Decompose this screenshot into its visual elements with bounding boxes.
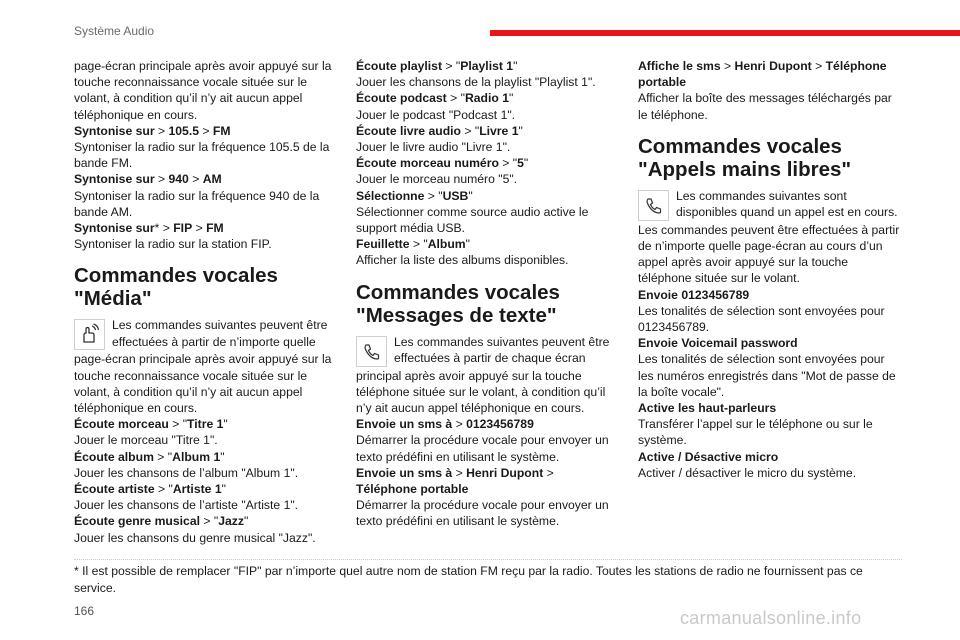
command-value: Livre 1: [479, 123, 519, 138]
command-description: Démarrer la procédure vocale pour envoyer un texto prédéfini en utilisant le système.: [356, 433, 609, 464]
watermark: carmanualsonline.info: [680, 608, 862, 628]
command-value: Téléphone portable: [356, 482, 469, 497]
command-entry: [356, 123, 618, 155]
command-keyword: Écoute morceau numéro: [356, 156, 499, 171]
calls-text: Les commandes peuvent être effectuées à partir de n’importe quelle page-écran au cours d’un appel après avoir appuyé sur la touche téléphone située sur le volant.: [638, 222, 900, 286]
command-keyword: Écoute playlist: [356, 59, 443, 73]
command-keyword: Écoute livre audio: [356, 123, 461, 138]
command-entry: [356, 90, 618, 122]
separator: ": [509, 91, 514, 106]
sms-text: principal après avoir appuyé sur la touche téléphone située sur le volant, à condition qu’il n’y ait aucun appel téléphonique en cours.: [356, 368, 606, 416]
command-value: FIP: [173, 221, 193, 236]
separator: >: [188, 172, 203, 187]
command-entry: [74, 220, 336, 252]
command-value: Henri Dupont: [734, 59, 812, 73]
footnote-divider: [74, 559, 902, 560]
command-value: USB: [442, 188, 469, 203]
separator: ": [243, 514, 249, 529]
command-description: Jouer le morceau "Titre 1".: [74, 433, 218, 448]
command-value: Artiste 1: [172, 482, 222, 497]
separator: >: [543, 465, 554, 480]
command-description: Syntoniser la radio sur la fréquence 940 de la bande AM.: [74, 188, 320, 219]
command-entry: [638, 400, 900, 449]
command-entry: [356, 416, 618, 465]
command-description: Afficher la liste des albums disponibles.: [356, 253, 569, 268]
separator: ": [220, 449, 225, 464]
separator: > ": [154, 482, 173, 497]
command-keyword: Syntonise sur: [74, 123, 155, 138]
header-section-title: Système Audio: [74, 24, 155, 38]
command-value: Jazz: [218, 514, 244, 529]
command-entry: [74, 513, 336, 545]
command-value: Radio 1: [464, 91, 509, 106]
command-entry: [638, 335, 900, 400]
sms-section-heading: Commandes vocales "Messages de texte": [356, 280, 560, 327]
separator: > ": [409, 237, 428, 252]
command-description: Transférer l’appel sur le téléphone ou sur le système.: [638, 417, 873, 448]
command-value: FM: [212, 123, 231, 138]
command-value: Titre 1: [187, 417, 224, 432]
command-entry: [74, 481, 336, 513]
command-keyword: Sélectionne: [356, 188, 425, 203]
sms-intro: [356, 334, 618, 368]
command-value: Playlist 1: [460, 59, 514, 73]
phone-handset-icon: [638, 190, 669, 221]
command-entry: [638, 58, 900, 123]
command-entry: [356, 465, 618, 530]
command-description: Sélectionner comme source audio active le support média USB.: [356, 204, 589, 236]
page-number: 166: [74, 604, 95, 618]
command-entry: [356, 188, 618, 237]
command-keyword: Envoie Voicemail password: [638, 336, 798, 351]
separator: >: [811, 59, 826, 73]
command-entry: [356, 58, 618, 90]
phone-handset-icon: [356, 336, 387, 367]
command-value: Téléphone portable: [638, 59, 887, 90]
command-value: 940: [168, 172, 189, 187]
calls-icon-text: Les commandes suivantes sont disponibles quand un appel est en cours.: [676, 188, 898, 220]
media-text: page-écran principale après avoir appuyé sur la touche reconnaissance vocale située sur le volant, à condition qu’il n’y ait aucun appel téléphonique en cours.: [74, 352, 332, 416]
command-entry: [74, 123, 336, 172]
command-keyword: Écoute album: [74, 449, 154, 464]
separator: ": [518, 123, 523, 138]
command-value: AM: [202, 172, 222, 187]
separator: > ": [498, 156, 518, 171]
command-keyword: Envoie un sms à: [356, 465, 453, 480]
command-entry: [638, 287, 900, 336]
separator: >: [154, 172, 169, 187]
command-keyword: Active / Désactive micro: [638, 449, 779, 464]
column-2: [356, 58, 618, 530]
command-entry: [356, 236, 618, 268]
separator: ": [223, 417, 228, 432]
command-description: Jouer les chansons de l’artiste "Artiste 1".: [74, 498, 299, 513]
separator: >: [192, 221, 207, 236]
command-description: Syntoniser la radio sur la station FIP.: [74, 237, 272, 252]
command-keyword: Syntonise sur: [74, 172, 155, 187]
command-value: Album: [427, 237, 466, 252]
command-description: Démarrer la procédure vocale pour envoyer un texto prédéfini en utilisant le système.: [356, 498, 609, 529]
command-value: 0123456789: [466, 417, 534, 432]
command-description: Syntoniser la radio sur la fréquence 105.5 de la bande FM.: [74, 140, 330, 171]
command-entry: [638, 449, 900, 481]
separator: > ": [199, 514, 219, 529]
media-section-heading: Commandes vocales "Média": [74, 264, 278, 311]
command-description: Les tonalités de sélection sont envoyées pour les numéros enregistrés dans "Mot de passe de la boîte vocale".: [638, 352, 896, 399]
command-keyword: Écoute podcast: [356, 91, 447, 106]
command-entry: [356, 155, 618, 187]
command-description: Jouer les chansons de la playlist "Playlist 1".: [356, 75, 596, 90]
command-value: FM: [206, 221, 224, 236]
separator: ": [465, 237, 470, 252]
separator: >: [720, 59, 735, 73]
intro-text: page-écran principale après avoir appuyé sur la touche reconnaissance vocale située sur le volant, à condition qu’il n’y ait aucun appel téléphonique en cours.: [74, 59, 332, 122]
separator: ": [221, 482, 226, 497]
command-entry: [74, 171, 336, 220]
command-description: Jouer les chansons de l’album "Album 1".: [74, 465, 299, 480]
header-accent-bar: [490, 30, 960, 36]
column-3: [638, 58, 900, 481]
separator: > ": [424, 188, 443, 203]
media-icon-text: Les commandes suivantes peuvent être effectuées à partir de n’importe quelle: [112, 318, 328, 349]
sms-icon-text: Les commandes suivantes peuvent être effectuées à partir de chaque écran: [394, 334, 610, 365]
separator: ": [513, 59, 518, 73]
command-description: Activer / désactiver le micro du système.: [638, 465, 857, 480]
separator: > ": [442, 59, 461, 73]
command-keyword: Envoie un sms à: [356, 417, 453, 432]
command-value: 5: [517, 156, 524, 171]
separator: ": [468, 188, 473, 203]
command-value: 105.5: [168, 123, 199, 138]
command-keyword: Écoute morceau: [74, 417, 169, 432]
separator: >: [452, 417, 467, 432]
separator: > ": [168, 417, 188, 432]
footnote: * Il est possible de remplacer "FIP" par n’importe quel autre nom de station FM reçu par la radio. Toutes les stations de radio ne fournissent pas ce service.: [74, 564, 863, 595]
separator: > ": [153, 449, 173, 464]
calls-section-heading: Commandes vocales "Appels mains libres": [638, 134, 852, 181]
separator: > ": [446, 91, 465, 106]
command-keyword: Active les haut-parleurs: [638, 401, 777, 416]
command-description: Jouer les chansons du genre musical "Jazz".: [74, 530, 316, 545]
command-keyword: Écoute artiste: [74, 482, 155, 497]
column-1: [74, 58, 336, 546]
command-keyword: Syntonise sur: [74, 221, 155, 236]
calls-intro: [638, 188, 900, 222]
command-description: Les tonalités de sélection sont envoyées pour 0123456789.: [638, 303, 885, 335]
command-entry: [74, 449, 336, 481]
command-keyword: Envoie 0123456789: [638, 287, 750, 302]
separator: >: [452, 465, 467, 480]
separator: >: [154, 123, 169, 138]
command-description: Jouer le podcast "Podcast 1".: [356, 107, 516, 122]
command-keyword: Affiche le sms: [638, 59, 721, 73]
command-description: Jouer le morceau numéro "5".: [356, 172, 518, 187]
command-value: Henri Dupont: [466, 465, 544, 480]
command-value: Album 1: [172, 449, 221, 464]
command-description: Afficher la boîte des messages téléchargés par le téléphone.: [638, 91, 892, 122]
voice-command-hand-icon: [74, 319, 105, 350]
separator: * >: [154, 221, 174, 236]
command-keyword: Écoute genre musical: [74, 514, 200, 529]
separator: > ": [460, 123, 480, 138]
command-description: Jouer le livre audio "Livre 1".: [356, 140, 511, 155]
separator: ": [523, 156, 529, 171]
media-intro: [74, 317, 336, 351]
command-entry: [74, 416, 336, 448]
command-keyword: Feuillette: [356, 237, 410, 252]
separator: >: [198, 123, 213, 138]
